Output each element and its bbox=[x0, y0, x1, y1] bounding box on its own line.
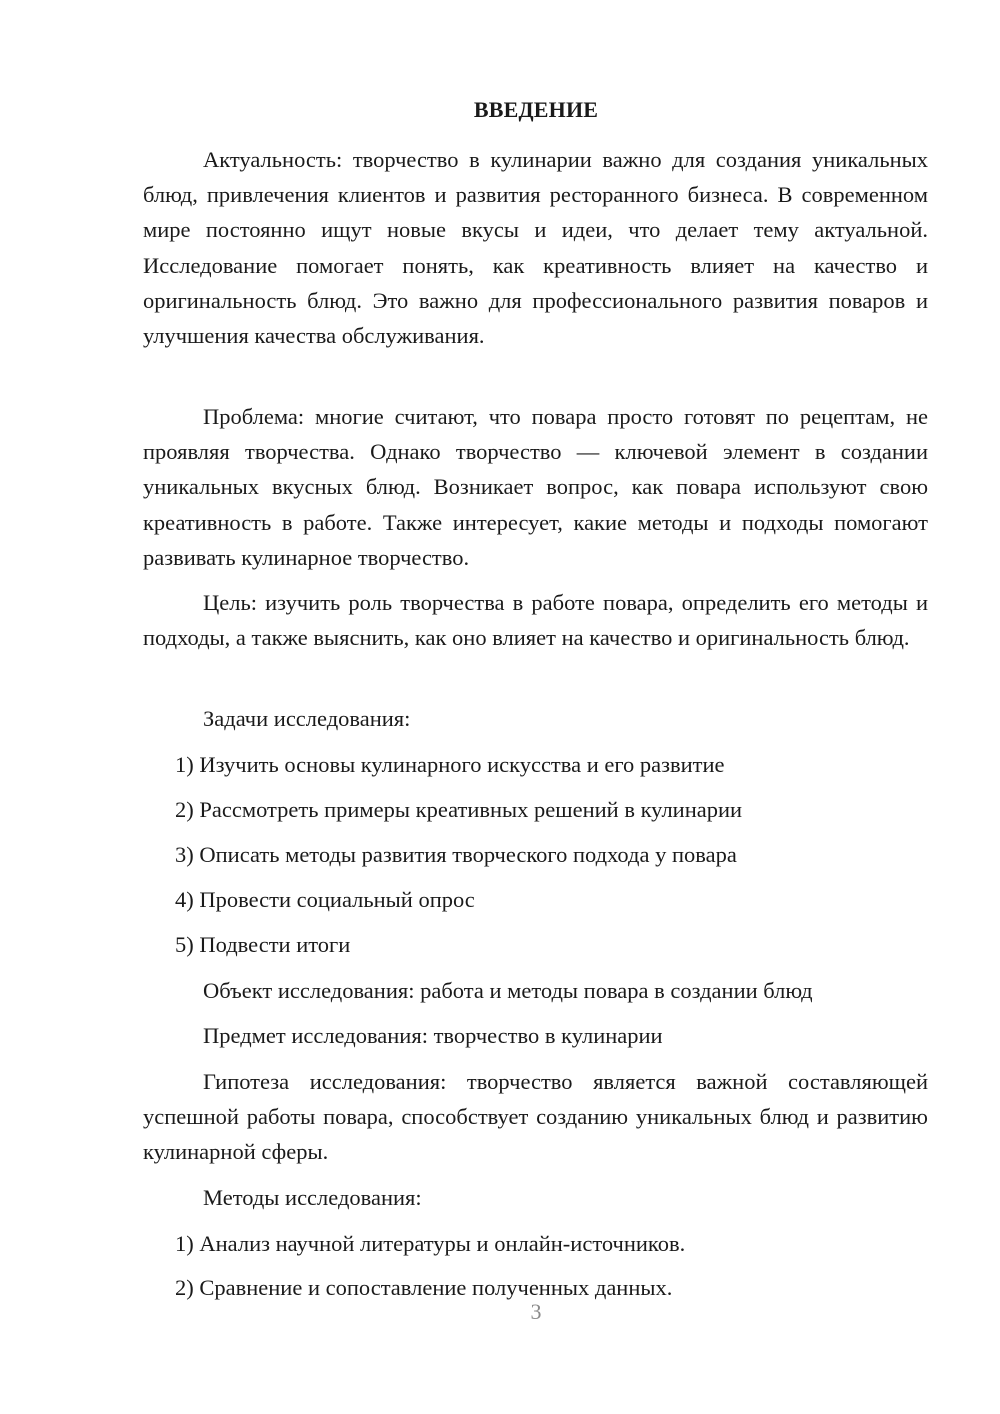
hypothesis-paragraph: Гипотеза исследования: творчество является важной составляющей успешной работы повара, способствует созданию уникальных блюд и развитию кулинарной сферы. bbox=[143, 1069, 928, 1165]
task-item: 1) Изучить основы кулинарного искусства и его развитие bbox=[175, 752, 725, 777]
problem-paragraph: Проблема: многие считают, что повара просто готовят по рецептам, не проявляя творчества. Однако творчество — ключевой элемент в создании уникальных вкусных блюд. Возникает вопрос, как повара используют свою креативность в работе. Также интересует, какие методы и подходы помогают развивать кулинарное творчество. bbox=[143, 404, 928, 570]
tasks-heading: Задачи исследования: bbox=[203, 706, 411, 731]
research-subject: Предмет исследования: творчество в кулинарии bbox=[203, 1023, 663, 1048]
section-title: ВВЕДЕНИЕ bbox=[473, 97, 599, 122]
relevance-paragraph: Актуальность: творчество в кулинарии важно для создания уникальных блюд, привлечения клиентов и развития ресторанного бизнеса. В современном мире постоянно ищут новые вкусы и идеи, что делает тему актуальной. Исследование помогает понять, как креативность влияет на качество и оригинальность блюд. Это важно для профессионального развития поваров и улучшения качества обслуживания. bbox=[143, 147, 928, 349]
methods-heading: Методы исследования: bbox=[203, 1185, 422, 1210]
goal-paragraph: Цель: изучить роль творчества в работе повара, определить его методы и подходы, а также выяснить, как оно влияет на качество и оригинальность блюд. bbox=[143, 590, 928, 651]
research-object: Объект исследования: работа и методы повара в создании блюд bbox=[203, 978, 813, 1003]
task-item: 4) Провести социальный опрос bbox=[175, 887, 475, 912]
task-item: 3) Описать методы развития творческого подхода у повара bbox=[175, 842, 737, 867]
page-number: 3 bbox=[530, 1299, 542, 1324]
method-item: 1) Анализ научной литературы и онлайн-источников. bbox=[175, 1231, 686, 1256]
method-item: 2) Сравнение и сопоставление полученных данных. bbox=[175, 1275, 673, 1300]
task-item: 5) Подвести итоги bbox=[175, 932, 351, 957]
task-item: 2) Рассмотреть примеры креативных решений в кулинарии bbox=[175, 797, 743, 822]
